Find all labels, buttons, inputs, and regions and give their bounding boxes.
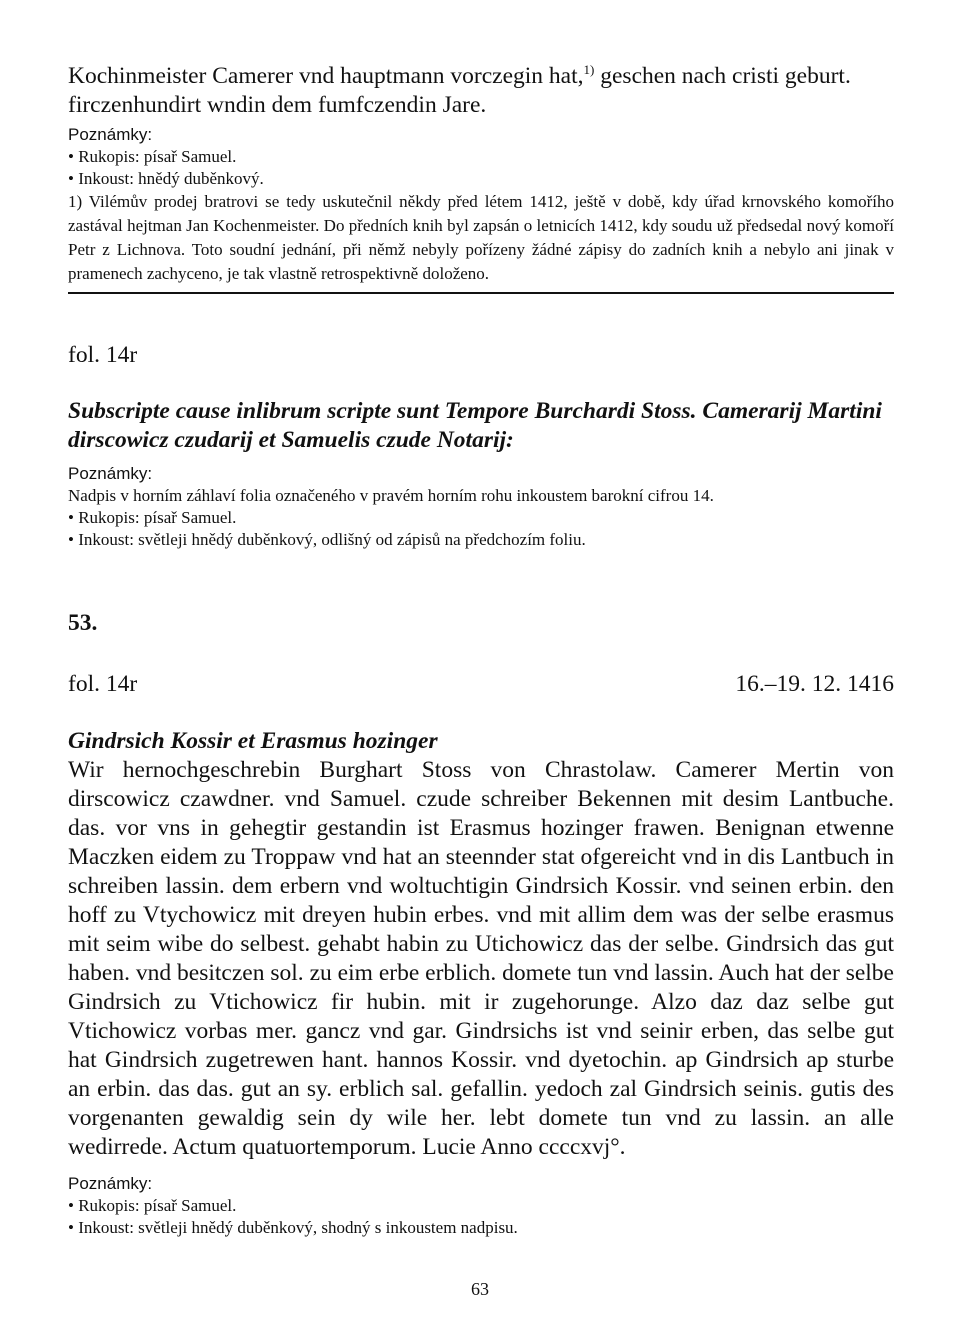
notes-list [68, 146, 894, 190]
continuation-text [68, 55, 894, 120]
entry-body: Wir hernochgeschrebin Burghart Stoss von Chrastolaw. Camerer Mertin von dirscowicz czawdner. vnd Samuel. czude schreiber Bekennen mit desim Lantbuche. das. vor vns in gehegtir gestandin ist Erasmus hozinger frawen. Benignan etwenne Maczken eidem zu Troppaw vnd hat an steennder stat ofgereicht vnd in dis Lantbuch in schreiben lassin. dem erbern vnd woltuchtigin Gindrsich Kossir. vnd seinen erbin. den hoff zu Vtychowicz mit dreyen hubin erbes. vnd mit allim dem was der selbe erasmus mit seim wibe do selbest. gehabt habin zu Utichowicz das der selbe. Gindrsich das gut haben. vnd besitczen sol. zu eim erbe erblich. domete tun vnd lassin. Auch hat der selbe Gindrsich zu Vtichowicz fir hubin. mit ir zugehorunge. Alzo daz daz selbe gut Vtichowicz vorbas mer. gancz vnd gar. Gindrsichs ist vnd seinir erben, das selbe gut hat Gindrsich zugetrewen hant. hannos Kossir. vnd dyetochin. ap Gindrsich ap sturbe an erbin. das das. gut an sy. erblich sal. gefallin. yedoch zal Gindrsich seinis. gutis des vorgenanten gewaldig sein dy wile her. lebt domete tun vnd zu lassin. an alle wedirrede. Actum quatuortemporum. Lucie Anno ccccxvj°. [68, 757, 894, 1160]
note-item: • Rukopis: písař Samuel. [68, 508, 237, 527]
folio-label: fol. 14r [68, 342, 138, 368]
notes-label: Poznámky: [68, 464, 153, 483]
continuation-line-1-end: geschen nach cristi geburt. [594, 62, 851, 89]
entry-folio: fol. 14r [68, 671, 138, 697]
entry-notes [68, 1173, 894, 1239]
note-item: • Inkoust: světleji hnědý duběnkový, odlišný od zápisů na předchozím foliu. [68, 530, 586, 549]
entry-folio-row [68, 670, 894, 699]
entry-number: 53. [68, 610, 98, 636]
footnote-text: 1) Vilémův prodej bratrovi se tedy uskutečnil někdy před létem 1412, ještě v době, kdy úřad krnovského komořího zastával hejtman Jan Kochenmeister. Do předních knih byl zapsán o letnicích 1412, kdy soudu už předsedal nový komoří Petr z Lichnova. Toto soudní jednání, při němž nebyly pořízeny žádné zápisy do zadních knih a nebylo ani jinak v pramenech zachyceno, je tak vlastně retrospektivně doloženo. [68, 192, 894, 283]
section-notes [68, 463, 894, 551]
note-item: • Rukopis: písař Samuel. [68, 147, 237, 166]
notes-label: Poznámky: [68, 125, 153, 144]
footnote-marker: 1) [583, 62, 595, 77]
note-item: • Rukopis: písař Samuel. [68, 1196, 237, 1215]
entry-date: 16.–19. 12. 1416 [735, 671, 894, 697]
note-item: • Inkoust: hnědý duběnkový. [68, 169, 264, 188]
notes-label: Poznámky: [68, 1174, 153, 1193]
continuation-line-1: Kochinmeister Camerer vnd hauptmann vorczegin hat, [68, 62, 584, 89]
section-divider [68, 292, 894, 294]
note-item: • Inkoust: světleji hnědý duběnkový, shodný s inkoustem nadpisu. [68, 1218, 518, 1237]
section-heading: Subscripte cause inlibrum scripte sunt Tempore Burchardi Stoss. Camerarij Martini dirscowicz czudarij et Samuelis czude Notarij: [68, 398, 882, 453]
page-number: 63 [471, 1279, 489, 1299]
continuation-line-2: firczenhundirt wndin dem fumfczendin Jare. [68, 91, 487, 118]
top-notes [68, 124, 894, 286]
entry-content [68, 727, 894, 1162]
note-item: Nadpis v horním záhlaví folia označeného v pravém horním rohu inkoustem barokní cifrou 14. [68, 486, 714, 505]
entry-heading: Gindrsich Kossir et Erasmus hozinger [68, 728, 438, 754]
